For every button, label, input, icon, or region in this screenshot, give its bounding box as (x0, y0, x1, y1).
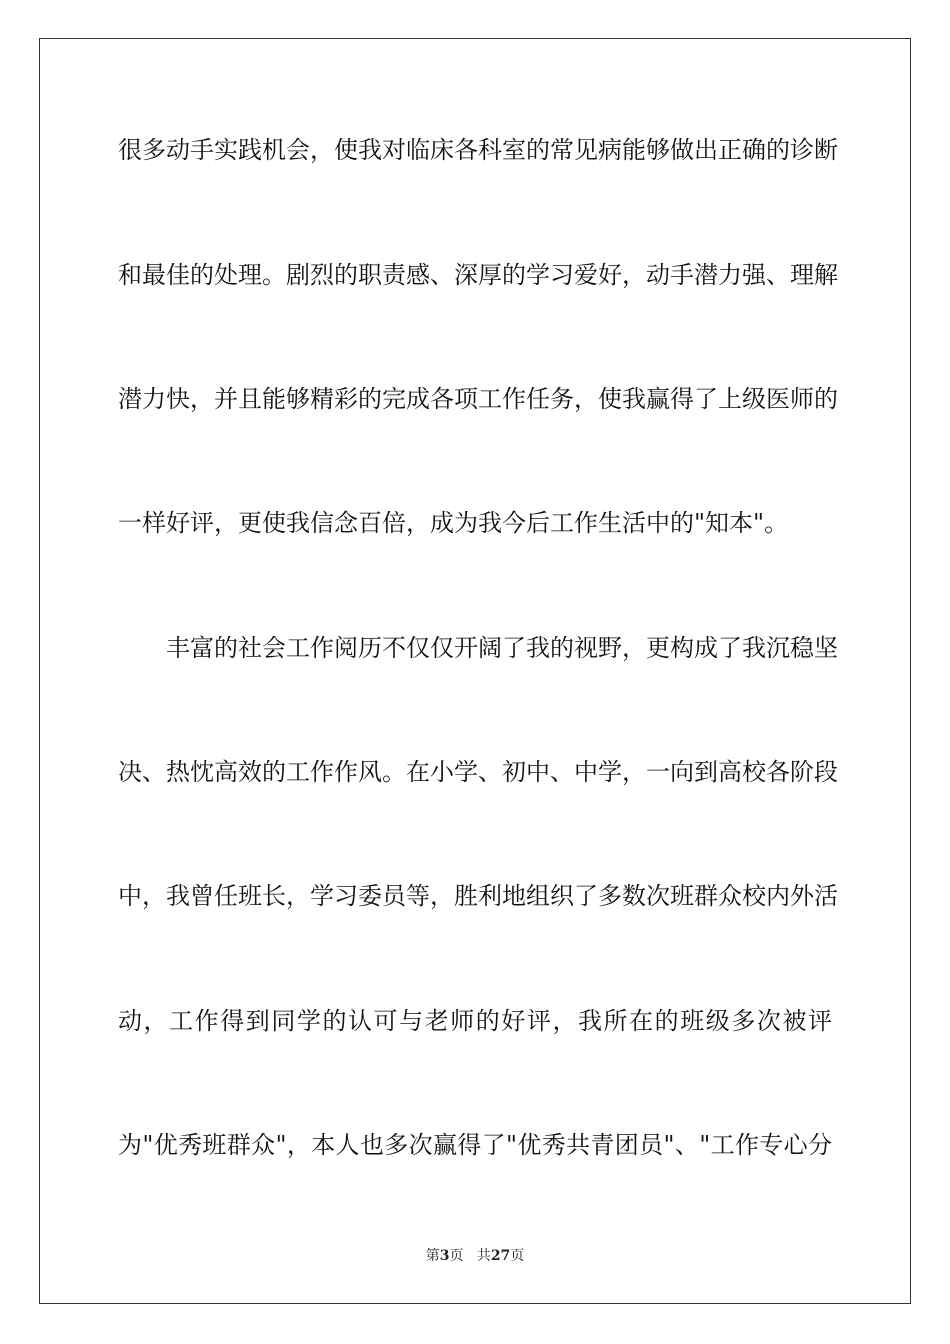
total-suffix: 页 (510, 1248, 525, 1264)
page-border (39, 38, 911, 1304)
text-line-2: 和最佳的处理。剧烈的职责感、深厚的学习爱好，动手潜力强、理解 (118, 261, 838, 289)
total-pages: 27 (490, 1248, 511, 1264)
text-line-6: 决、热忱高效的工作作风。在小学、初中、中学，一向到高校各阶段 (118, 758, 838, 786)
page-suffix: 页 (449, 1248, 464, 1264)
page-footer (0, 1247, 950, 1265)
text-line-7: 中，我曾任班长，学习委员等，胜利地组织了多数次班群众校内外活 (118, 882, 838, 910)
text-line-4: 一样好评，更使我信念百倍，成为我今后工作生活中的"知本"。 (118, 509, 789, 537)
page-prefix: 第 (425, 1248, 440, 1264)
text-line-1: 很多动手实践机会，使我对临床各科室的常见病能够做出正确的诊断 (118, 136, 838, 164)
total-prefix: 共 (476, 1248, 491, 1264)
paragraph-start-line: 丰富的社会工作阅历不仅仅开阔了我的视野，更构成了我沉稳坚 (166, 634, 838, 662)
text-line-3: 潜力快，并且能够精彩的完成各项工作任务，使我赢得了上级医师的 (118, 385, 838, 413)
page-number: 3 (439, 1248, 450, 1264)
text-line-8: 动，工作得到同学的认可与老师的好评，我所在的班级多次被评 (118, 1007, 832, 1035)
text-line-9: 为"优秀班群众"，本人也多次赢得了"优秀共青团员"、"工作专心分 (118, 1131, 832, 1159)
